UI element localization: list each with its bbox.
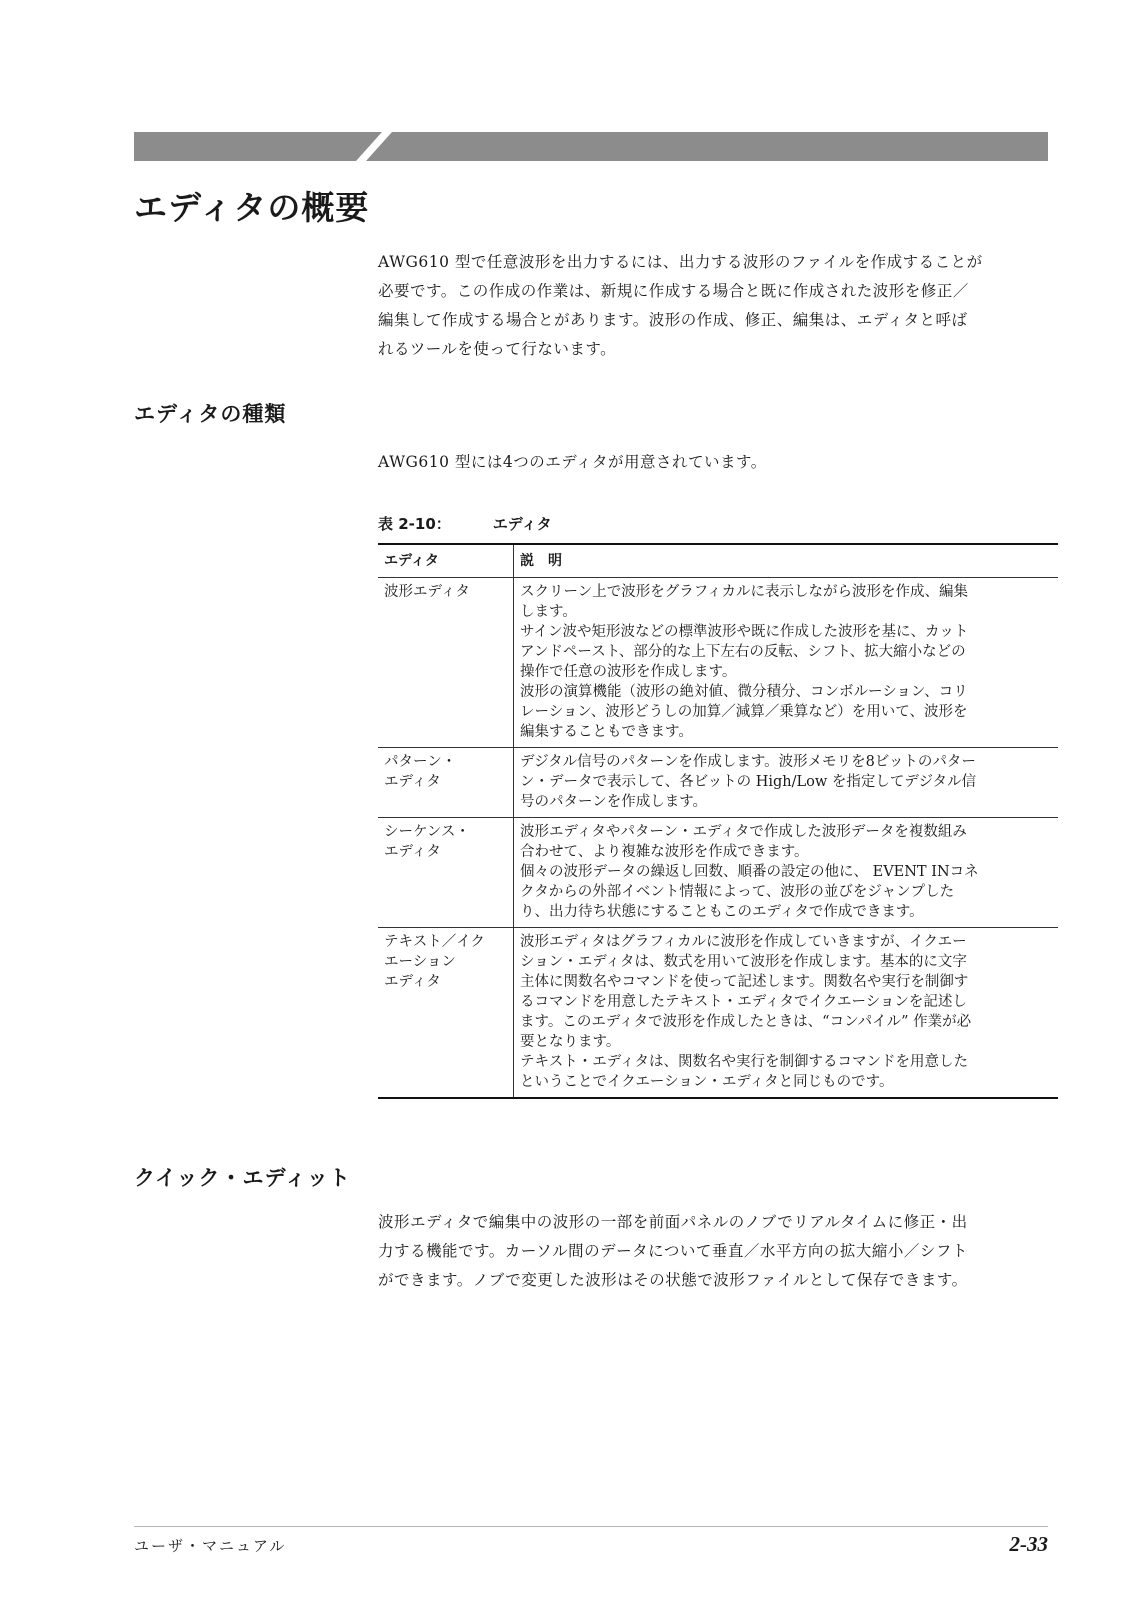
description-line: クタからの外部イベント情報によって、波形の並びをジャンプした xyxy=(520,884,955,900)
editor-name-cell xyxy=(378,578,514,748)
table-row xyxy=(378,578,1058,748)
description-line: 合わせて、より複雑な波形を作成できます。 xyxy=(520,844,809,860)
header-bar-left-segment xyxy=(134,132,382,161)
section-heading-editor-types: エディタの種類 xyxy=(134,402,287,426)
chapter-header-bar xyxy=(134,132,1048,161)
description-line: 波形エディタやパターン・エディタで作成した波形データを複数組み xyxy=(520,824,967,840)
editor-name: エディタ xyxy=(384,974,441,990)
table-caption-title: エディタ xyxy=(492,515,552,533)
table-row xyxy=(378,818,1058,928)
description-cell xyxy=(514,818,1059,928)
table-caption-number: 表 2-10： xyxy=(378,515,451,533)
editor-name: シーケンス・ xyxy=(384,824,470,840)
intro-line: れるツールを使って行ないます。 xyxy=(378,340,617,358)
section-heading-quick-edit: クイック・エディット xyxy=(134,1166,351,1190)
quick-edit-line: 力する機能です。カーソル間のデータについて垂直／水平方向の拡大縮小／シフト xyxy=(378,1242,968,1260)
description-line: り、出力待ち状態にすることもこのエディタで作成できます。 xyxy=(520,904,924,920)
editor-name: パターン・ xyxy=(384,754,457,770)
footer-rule xyxy=(134,1526,1048,1527)
editor-name: エーション xyxy=(384,954,456,970)
editor-name: テキスト／イク xyxy=(384,934,485,950)
editor-name: 波形エディタ xyxy=(384,584,470,600)
description-cell xyxy=(514,748,1059,818)
description-cell xyxy=(514,928,1059,1099)
description-line: スクリーン上で波形をグラフィカルに表示しながら波形を作成、編集 xyxy=(520,584,969,600)
table-header-row xyxy=(378,544,1058,578)
intro-paragraph xyxy=(378,248,1048,364)
editor-name-cell xyxy=(378,818,514,928)
description-line: ション・エディタは、数式を用いて波形を作成します。基本的に文字 xyxy=(520,954,967,970)
description-line: 個々の波形データの繰返し回数、順番の設定の他に、 EVENT INコネ xyxy=(520,864,979,880)
quick-edit-line: ができます。ノブで変更した波形はその状態で波形ファイルとして保存できます。 xyxy=(378,1271,968,1289)
table-row xyxy=(378,928,1058,1099)
description-line: 要となります。 xyxy=(520,1034,621,1050)
column-header-description: 説 明 xyxy=(514,544,1059,578)
table-row xyxy=(378,748,1058,818)
description-line: 操作で任意の波形を作成します。 xyxy=(520,664,737,680)
header-bar-right-segment xyxy=(366,132,1048,161)
description-line: ます。このエディタで波形を作成したときは、“コンパイル” 作業が必 xyxy=(520,1014,972,1030)
description-line: テキスト・エディタは、関数名や実行を制御するコマンドを用意した xyxy=(520,1054,969,1070)
editor-types-text: AWG610 型には4つのエディタが用意されています。 xyxy=(378,453,767,471)
description-line: 編集することもできます。 xyxy=(520,724,693,740)
description-line: サイン波や矩形波などの標準波形や既に作成した波形を基に、カット xyxy=(520,624,969,640)
description-line: 号のパターンを作成します。 xyxy=(520,794,708,810)
editor-name: エディタ xyxy=(384,844,441,860)
description-line: 波形の演算機能（波形の絶対値、微分積分、コンボルーション、コリ xyxy=(520,684,968,700)
description-cell xyxy=(514,578,1059,748)
quick-edit-line: 波形エディタで編集中の波形の一部を前面パネルのノブでリアルタイムに修正・出 xyxy=(378,1213,968,1231)
intro-line: 必要です。この作成の作業は、新規に作成する場合と既に作成された波形を修正／ xyxy=(378,282,969,300)
editor-name-cell xyxy=(378,928,514,1099)
description-line: します。 xyxy=(520,604,577,620)
column-header-editor: エディタ xyxy=(378,544,514,578)
description-line: 波形エディタはグラフィカルに波形を作成していきますが、イクエー xyxy=(520,934,967,950)
table-caption xyxy=(378,513,552,534)
description-line: るコマンドを用意したテキスト・エディタでイクエーションを記述し xyxy=(520,994,967,1010)
footer-manual-title: ユーザ・マニュアル xyxy=(134,1537,287,1555)
editor-table xyxy=(378,543,1058,1099)
description-line: レーション、波形どうしの加算／減算／乗算など）を用いて、波形を xyxy=(520,704,968,720)
description-line: ン・データで表示して、各ビットの High/Low を指定してデジタル信 xyxy=(520,774,977,790)
description-line: アンドペースト、部分的な上下左右の反転、シフト、拡大縮小などの xyxy=(520,644,966,660)
description-line: 主体に関数名やコマンドを使って記述します。関数名や実行を制御す xyxy=(520,974,969,990)
intro-line: 編集して作成する場合とがあります。波形の作成、修正、編集は、エディタと呼ば xyxy=(378,311,968,329)
description-line: ということでイクエーション・エディタと同じものです。 xyxy=(520,1074,894,1090)
editor-name: エディタ xyxy=(384,774,441,790)
page-number: 2-33 xyxy=(1009,1532,1048,1556)
description-line: デジタル信号のパターンを作成します。波形メモリを8ビットのパター xyxy=(520,754,976,770)
intro-line: AWG610 型で任意波形を出力するには、出力する波形のファイルを作成することが xyxy=(378,253,983,271)
quick-edit-paragraph xyxy=(378,1208,1048,1295)
editor-name-cell xyxy=(378,748,514,818)
page-title: エディタの概要 xyxy=(134,188,370,227)
